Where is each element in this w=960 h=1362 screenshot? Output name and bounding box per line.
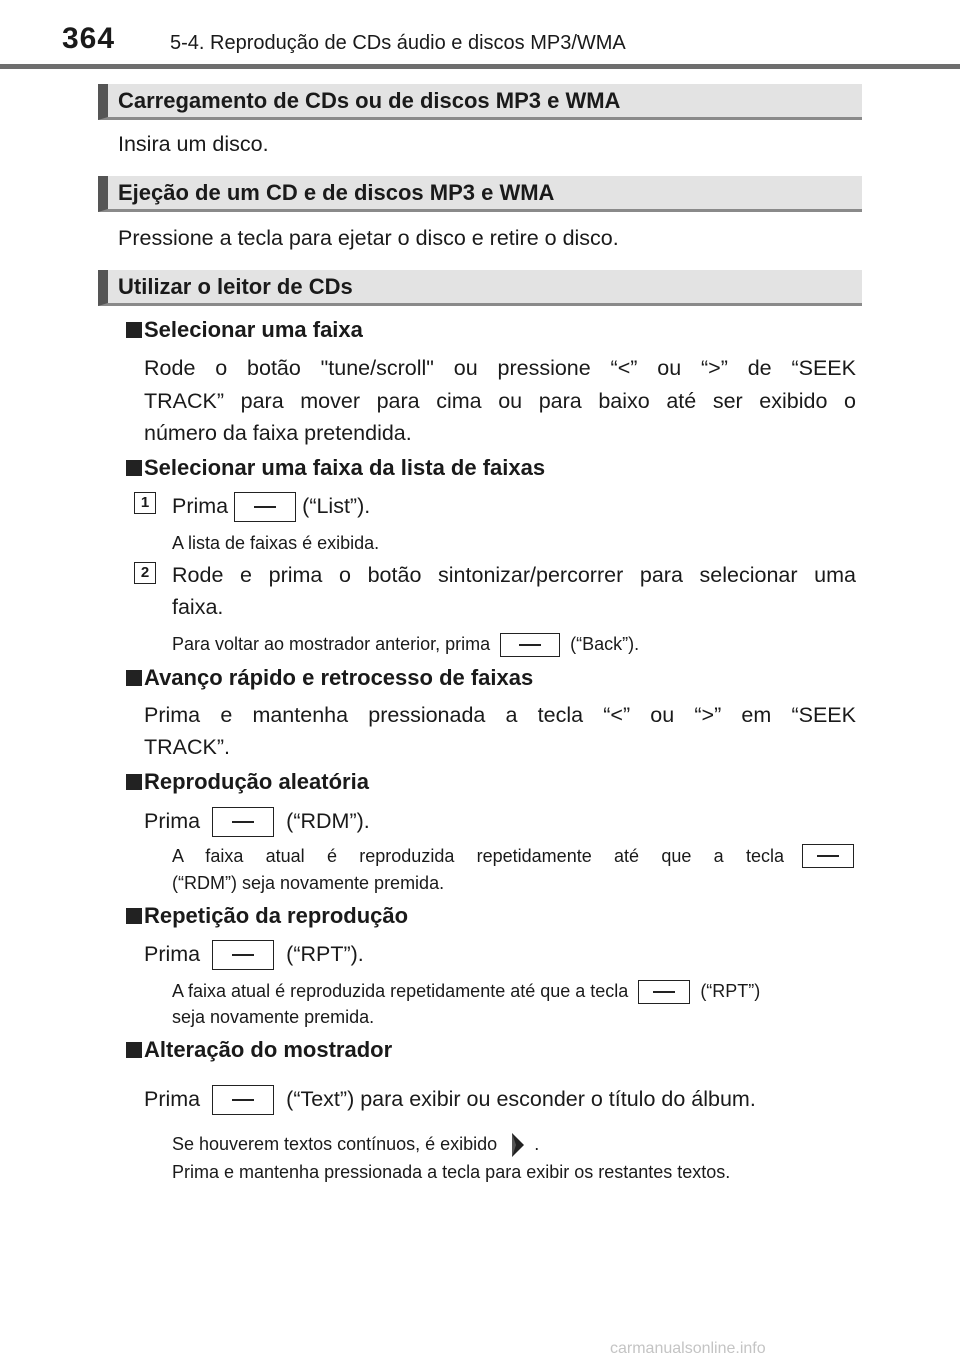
repeat-note-prefix: A faixa atual é reproduzida repetidamente até que a tecla xyxy=(172,981,629,1001)
step-1-prefix: Prima xyxy=(172,494,229,518)
section-heading-load: Carregamento de CDs ou de discos MP3 e WMA xyxy=(98,84,862,120)
display-prefix: Prima xyxy=(144,1087,201,1111)
more-text-arrow-icon xyxy=(506,1131,530,1159)
display-note-1-prefix: Se houverem textos contínuos, é exibido xyxy=(172,1134,498,1154)
display-text xyxy=(144,1083,756,1115)
bullet-square-icon xyxy=(126,322,142,338)
fast-forward-line: Prima e mantenha pressionada a tecla “<” ou “>” em “SEEK xyxy=(144,703,856,727)
repeat-note-line: seja novamente premida. xyxy=(172,1007,375,1027)
step-2-note xyxy=(172,630,639,658)
section-heading-eject: Ejeção de um CD e de discos MP3 e WMA xyxy=(98,176,862,212)
header-rule xyxy=(0,64,960,69)
step-1-note: A lista de faixas é exibida. xyxy=(172,533,380,553)
subheading-display: Alteração do mostrador xyxy=(144,1037,393,1062)
random-note-line: (“RDM”) seja novamente premida. xyxy=(172,873,445,893)
subheading-select-track: Selecionar uma faixa xyxy=(144,317,363,342)
bullet-square-icon xyxy=(126,908,142,924)
subheading-select-from-list: Selecionar uma faixa da lista de faixas xyxy=(144,455,546,480)
display-note-1 xyxy=(172,1130,539,1159)
list-key-icon xyxy=(234,492,296,522)
repeat-suffix: (“RPT”). xyxy=(286,942,364,966)
section-heading-use: Utilizar o leitor de CDs xyxy=(98,270,862,306)
fast-forward-line: TRACK”. xyxy=(144,735,230,759)
load-text: Insira um disco. xyxy=(118,132,269,156)
bullet-square-icon xyxy=(126,774,142,790)
text-key-icon xyxy=(212,1085,274,1115)
rdm-key-icon xyxy=(802,844,854,868)
rdm-key-icon xyxy=(212,807,274,837)
bullet-square-icon xyxy=(126,670,142,686)
back-key-icon xyxy=(500,633,560,657)
repeat-prefix: Prima xyxy=(144,942,201,966)
bullet-square-icon xyxy=(126,460,142,476)
display-suffix: (“Text”) para exibir ou esconder o título do álbum. xyxy=(286,1087,756,1111)
chapter-title: 5-4. Reprodução de CDs áudio e discos MP3/WMA xyxy=(170,32,626,54)
bullet-square-icon xyxy=(126,1042,142,1058)
random-text xyxy=(144,805,370,837)
display-note-1-suffix: . xyxy=(534,1134,540,1154)
subheading-fast-forward: Avanço rápido e retrocesso de faixas xyxy=(144,665,534,690)
random-prefix: Prima xyxy=(144,809,201,833)
select-track-line: TRACK” para mover para cima ou para baixo até ser exibido o xyxy=(144,389,856,413)
step-2-line: Rode e prima o botão sintonizar/percorrer para selecionar uma xyxy=(172,563,856,587)
step-2-line: faixa. xyxy=(172,595,224,619)
repeat-note-suffix: (“RPT”) xyxy=(700,981,761,1001)
rpt-key-icon xyxy=(212,940,274,970)
rpt-key-icon xyxy=(638,980,690,1004)
step-1-text xyxy=(172,490,370,522)
repeat-note xyxy=(172,977,856,1005)
random-suffix: (“RDM”). xyxy=(286,809,370,833)
watermark: carmanualsonline.info xyxy=(610,1340,766,1357)
step-2-note-suffix: (“Back”). xyxy=(570,634,640,654)
subheading-repeat: Repetição da reprodução xyxy=(144,903,409,928)
step-number: 2 xyxy=(134,562,156,584)
step-1-suffix: (“List”). xyxy=(302,494,371,518)
select-track-line: número da faixa pretendida. xyxy=(144,421,412,445)
display-note-2: Prima e mantenha pressionada a tecla para exibir os restantes textos. xyxy=(172,1162,731,1182)
repeat-text xyxy=(144,938,364,970)
step-number: 1 xyxy=(134,492,156,514)
page-number: 364 xyxy=(62,22,116,55)
eject-text: Pressione a tecla para ejetar o disco e retire o disco. xyxy=(118,226,619,250)
step-2-note-prefix: Para voltar ao mostrador anterior, prima xyxy=(172,634,491,654)
subheading-random: Reprodução aleatória xyxy=(144,769,369,794)
select-track-line: Rode o botão "tune/scroll" ou pressione “<” ou “>” de “SEEK xyxy=(144,356,856,380)
random-note-line: A faixa atual é reproduzida repetidamente até que a tecla xyxy=(172,846,784,866)
